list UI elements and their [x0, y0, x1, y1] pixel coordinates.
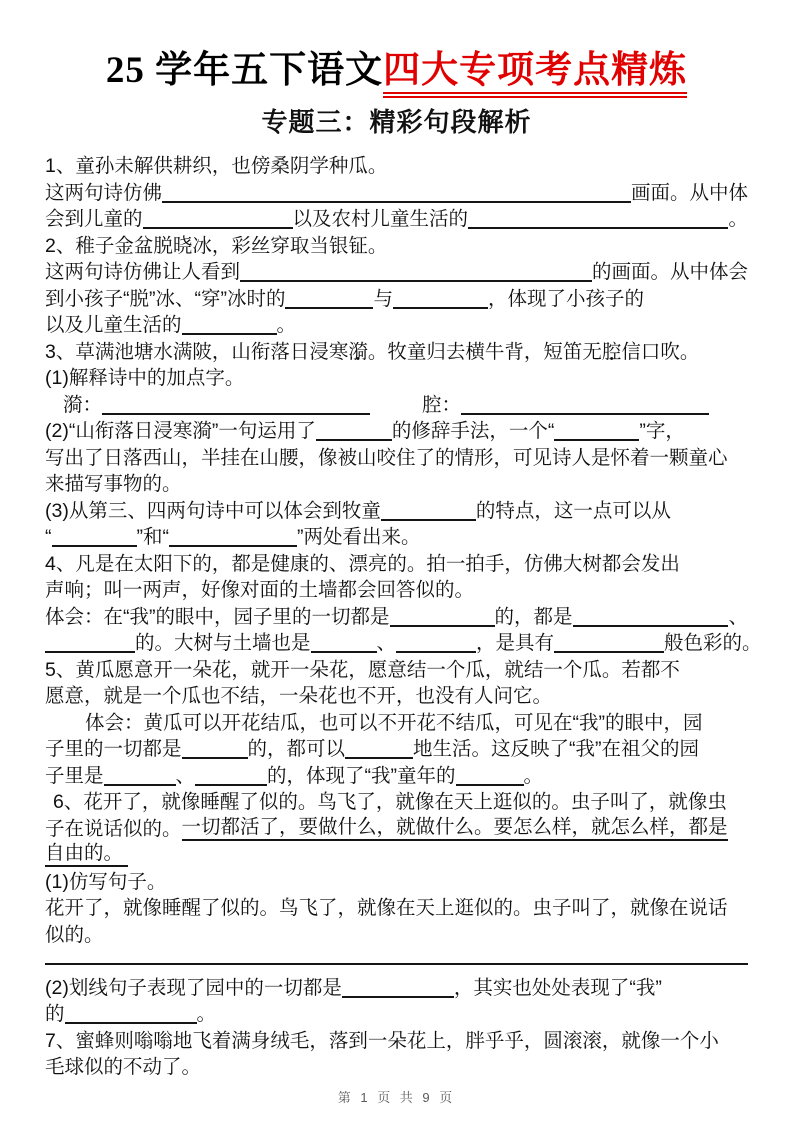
text-segment: 的，都可以: [247, 738, 346, 761]
text-segment: 般色彩的。: [664, 632, 762, 655]
q3-sub3-line-1: [45, 496, 748, 523]
text-segment: 6、花开了，就像睡醒了似的。鸟飞了，就像在天上逛似的。虫子叫了，就像虫: [53, 791, 727, 814]
q5-analysis-line-1: [45, 708, 748, 735]
dotted-emphasis-char: 腔 •: [602, 340, 622, 364]
fill-in-blank: [381, 516, 476, 521]
underlined-text: 自由的。: [45, 841, 128, 867]
q3-source-sentence: [45, 337, 748, 364]
text-segment: 。: [276, 314, 297, 337]
text-segment: (2)划线句子表现了园中的一切都是: [45, 976, 342, 999]
text-segment: 的修辞手法，一个“: [391, 420, 555, 443]
text-segment: 子里是: [45, 764, 104, 787]
fill-in-blank: [182, 754, 248, 759]
text-segment: 写出了日落西山，半挂在山腰，像被山咬住了的情形，可见诗人是怀着一颗童心: [45, 446, 728, 469]
text-segment: (3)从第三、四两句诗中可以体会到牧童: [45, 499, 381, 522]
fill-in-blank: [102, 410, 370, 415]
fill-in-blank: [65, 1019, 197, 1024]
q5-analysis-line-3: [45, 761, 748, 788]
text-segment: 愿意，就是一个瓜也不结，一朵花也不开，也没有人问它。: [45, 685, 553, 708]
text-segment: 这两句诗仿佛让人看到: [45, 261, 241, 284]
q1-fill-line-1: [45, 178, 748, 205]
text-segment: 与: [373, 287, 393, 310]
q3-sub2-line-2: [45, 443, 748, 470]
q4-analysis-line-1: [45, 602, 748, 629]
text-segment: 的特点，这一点可以从: [475, 499, 671, 522]
q6-sub2-line-2: [45, 1000, 748, 1027]
text-segment: 声响；叫一两声，好像对面的土墙都会回答似的。: [45, 579, 475, 602]
fill-in-blank: [554, 648, 664, 653]
text-segment: 毛球似的不动了。: [45, 1056, 202, 1079]
text-segment: 似的。: [45, 923, 104, 946]
q4-source-line-2: [45, 576, 748, 603]
text-segment: ，体现了小孩子的: [488, 287, 645, 310]
text-segment: ”和“: [136, 526, 169, 549]
text-segment: 到小孩子“脱”冰、“穿”冰时的: [45, 287, 286, 310]
text-segment: 以及农村儿童生活的: [292, 208, 469, 231]
q4-source-line-1: [45, 549, 748, 576]
text-segment: 以及儿童生活的: [45, 314, 182, 337]
text-segment: 的: [45, 1003, 65, 1026]
text-segment: 、: [728, 605, 748, 628]
fill-in-blank: [393, 304, 488, 309]
text-segment: ”两处看出来。: [297, 526, 421, 549]
text-segment: 2、稚子金盆脱晓冰，彩丝穿取当银钲。: [45, 234, 388, 257]
fill-in-blank: [104, 781, 176, 786]
text-segment: 花开了，就像睡醒了似的。鸟飞了，就像在天上逛似的。虫子叫了，就像在说话: [45, 897, 728, 920]
fill-in-blank: [311, 648, 377, 653]
q3-sub2-line-1: [45, 417, 748, 444]
fill-in-blank: [162, 198, 631, 203]
q6-sub1-example-line-2: [45, 920, 748, 947]
q6-sub2-line-1: [45, 973, 748, 1000]
text-segment: 腔：: [422, 393, 462, 416]
fill-in-blank: [195, 781, 267, 786]
text-segment: 7、蜜蜂则嗡嗡地飞着满身绒毛，落到一朵花上，胖乎乎，圆滚滚，就像一个小: [45, 1029, 719, 1052]
dotted-emphasis-char: 漪 •: [348, 340, 368, 364]
fill-in-blank: [396, 648, 476, 653]
text-segment: 1、童孙未解供耕织，也傍桑阴学种瓜。: [45, 155, 388, 178]
text-segment: 的。大树与土墙也是: [135, 632, 311, 655]
fill-in-blank: [390, 622, 495, 627]
text-segment: 来描写事物的。: [45, 473, 182, 496]
text-segment: (2)“山衔落日浸寒漪”一句运用了: [45, 420, 316, 443]
text-segment: 5、黄瓜愿意开一朵花，就开一朵花，愿意结一个瓜，就结一个瓜。若都不: [45, 658, 680, 681]
fill-in-blank: [456, 781, 524, 786]
q7-source-line-1: [45, 1026, 748, 1053]
text-segment: 的，都是: [494, 605, 573, 628]
fill-in-blank: [342, 993, 454, 998]
q3-sub3-line-2: [45, 523, 748, 550]
q5-analysis-line-2: [45, 735, 748, 762]
q7-source-line-2: [45, 1053, 748, 1080]
page-title: [0, 0, 793, 93]
text-segment: 体会：黄瓜可以开花结瓜，也可以不开花不结瓜，可见在“我”的眼中，园: [85, 711, 703, 734]
q2-fill-line-1: [45, 258, 748, 285]
q3-sub1-answer-blanks: [45, 390, 748, 417]
text-segment: 。: [523, 764, 544, 787]
fill-in-blank: [169, 542, 297, 547]
text-segment: ，是具有: [476, 632, 555, 655]
text-segment: ”字，: [639, 420, 685, 443]
title-red-part: 四大专项考点精炼: [383, 50, 687, 98]
q1-fill-line-2: [45, 205, 748, 232]
fill-in-blank: [143, 224, 293, 229]
q5-source-line-2: [45, 682, 748, 709]
text-segment: 画面。从中体: [630, 181, 748, 204]
title-black-part: 25 学年五下语文: [105, 50, 384, 91]
fill-in-blank: [45, 648, 135, 653]
text-segment: 漪：: [63, 393, 103, 416]
text-segment: 的，体现了“我”童年的: [267, 764, 456, 787]
worksheet-body: [0, 139, 793, 1080]
text-segment: 4、凡是在太阳下的，都是健康的、漂亮的。拍一拍手，仿佛大树都会发出: [45, 552, 680, 575]
q3-sub2-line-3: [45, 470, 748, 497]
text-segment: 体会：在“我”的眼中，园子里的一切都是: [45, 605, 390, 628]
text-segment: (1)解释诗中的加点字。: [45, 367, 245, 390]
q2-source-sentence: [45, 231, 748, 258]
text-segment: 信口吹。: [621, 340, 700, 363]
text-segment: 、: [376, 632, 397, 655]
text-segment: 3、草满池塘水满陂，山衔落日浸寒: [45, 340, 349, 363]
fill-in-blank: [461, 410, 709, 415]
fill-in-blank: [52, 542, 137, 547]
text-segment: 。: [196, 1003, 217, 1026]
fill-in-blank: [45, 960, 748, 965]
fill-in-blank: [182, 330, 277, 335]
fill-in-blank: [554, 436, 639, 441]
text-segment: 、: [175, 764, 196, 787]
q3-sub1-prompt: [45, 364, 748, 391]
underlined-text: 一切都活了，要做什么，就做什么。要怎么样，就怎么样，都是: [182, 815, 728, 841]
page-footer: 第 1 页 共 9 页: [337, 1090, 456, 1105]
fill-in-blank: [285, 304, 373, 309]
text-segment: 子在说话似的。: [45, 817, 182, 840]
q6-source-line-3: [45, 841, 748, 868]
fill-in-blank: [573, 622, 729, 627]
text-segment: ，其实也处处表现了“我”: [453, 976, 662, 999]
text-segment: 这两句诗仿佛: [45, 181, 163, 204]
text-segment: 地生活。这反映了“我”在祖父的园: [413, 738, 700, 761]
q6-sub1-prompt: [45, 867, 748, 894]
q6-sub1-answer-line: [45, 947, 748, 974]
text-segment: (1)仿写句子。: [45, 870, 167, 893]
q4-analysis-line-2: [45, 629, 762, 656]
text-segment: 。牧童归去横牛背，短笛无: [367, 340, 602, 363]
text-segment: 。: [728, 208, 748, 231]
fill-in-blank: [345, 754, 413, 759]
page-subtitle: 专题三：精彩句段解析: [261, 106, 532, 137]
fill-in-blank: [316, 436, 392, 441]
q2-fill-line-2: [45, 284, 748, 311]
q6-source-line-2: [45, 814, 748, 841]
text-segment: “: [45, 526, 52, 549]
q5-source-line-1: [45, 655, 748, 682]
q1-source-sentence: [45, 152, 748, 179]
text-segment: 子里的一切都是: [45, 738, 182, 761]
q6-source-line-1: [45, 788, 748, 815]
fill-in-blank: [240, 277, 592, 282]
fill-in-blank: [468, 224, 728, 229]
q2-fill-line-3: [45, 311, 748, 338]
q6-sub1-example-line-1: [45, 894, 748, 921]
text-segment: 会到儿童的: [45, 208, 143, 231]
text-segment: 的画面。从中体会: [591, 261, 748, 284]
